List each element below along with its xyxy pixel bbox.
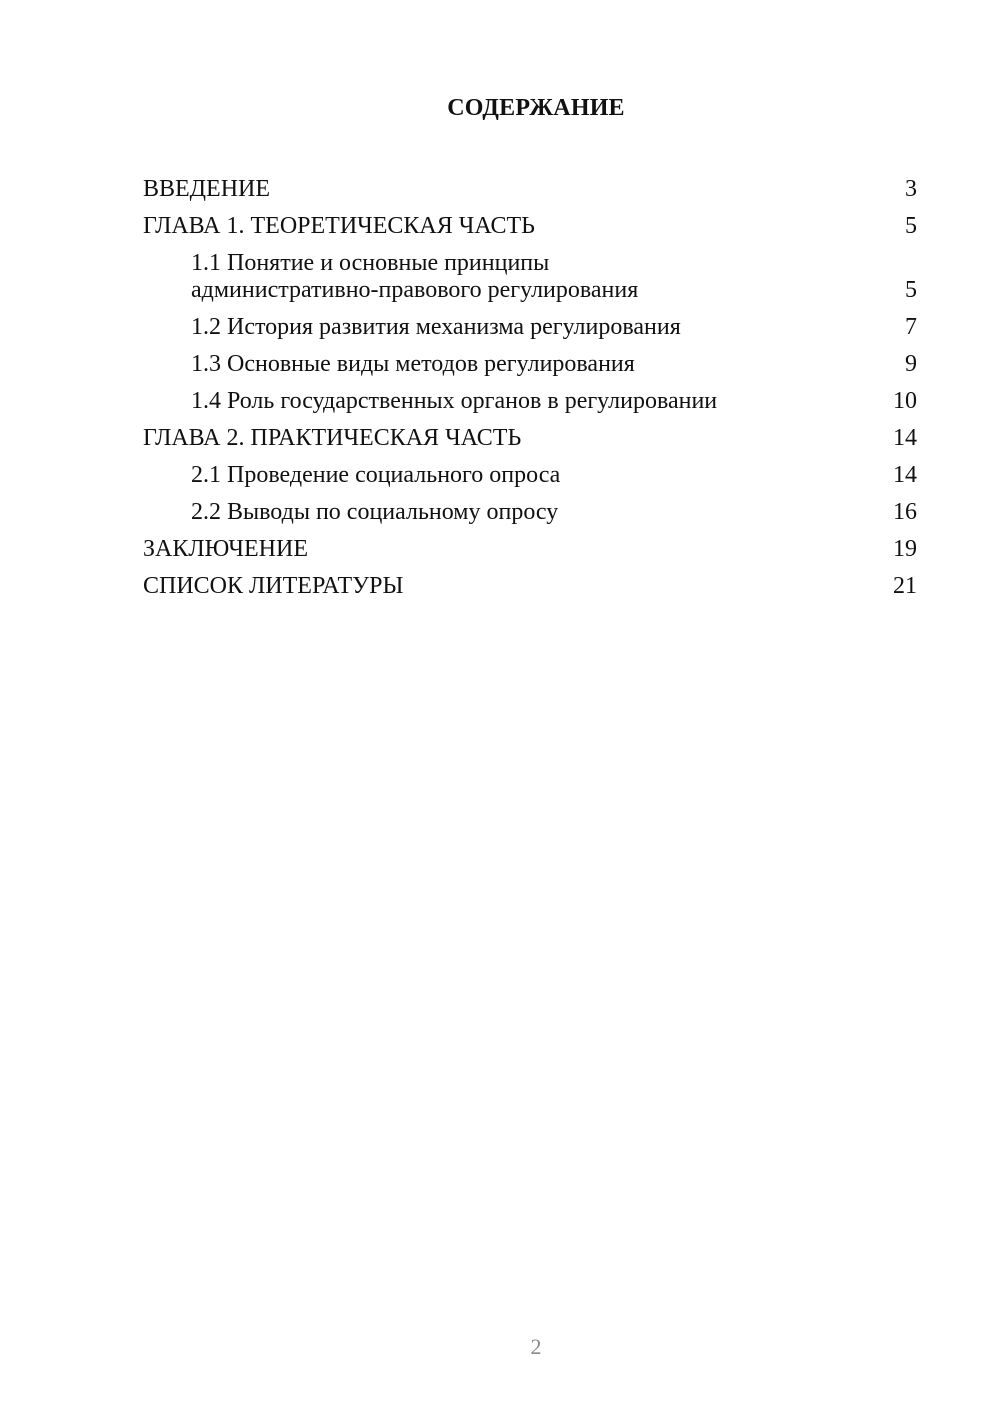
toc-entry-page: 14	[893, 462, 917, 488]
toc-entry-section-1-3[interactable]	[143, 343, 917, 380]
toc-entry-page: 9	[905, 351, 917, 377]
toc-entry-label: ЗАКЛЮЧЕНИЕ	[143, 536, 308, 562]
toc-entry-chapter-1[interactable]	[143, 205, 917, 242]
toc-entry-section-1-4[interactable]	[143, 380, 917, 417]
toc-entry-chapter-2[interactable]	[143, 417, 917, 454]
toc-entry-page: 10	[893, 388, 917, 414]
toc-entry-label: ГЛАВА 1. ТЕОРЕТИЧЕСКАЯ ЧАСТЬ	[143, 213, 535, 239]
toc-entry-label: 1.1 Понятие и основные принципы административно-правового регулирования	[191, 250, 639, 303]
toc-entry-label: 1.3 Основные виды методов регулирования	[191, 351, 635, 377]
toc-entry-page: 21	[893, 573, 917, 599]
toc-entry-label: ГЛАВА 2. ПРАКТИЧЕСКАЯ ЧАСТЬ	[143, 425, 522, 451]
toc-entry-page: 5	[905, 213, 917, 239]
toc-entry-label: 2.1 Проведение социального опроса	[191, 462, 561, 488]
page-number: 2	[530, 1334, 542, 1359]
page-title: СОДЕРЖАНИЕ	[447, 95, 625, 121]
toc-entry-page: 19	[893, 536, 917, 562]
toc-entry-label: СПИСОК ЛИТЕРАТУРЫ	[143, 573, 404, 599]
toc-entry-section-1-2[interactable]	[143, 306, 917, 343]
toc-entry-page: 14	[893, 425, 917, 451]
toc-entry-label: 1.4 Роль государственных органов в регулировании	[191, 388, 718, 414]
toc-entry-page: 7	[905, 314, 917, 340]
toc-entry-label: 2.2 Выводы по социальному опросу	[191, 499, 559, 525]
toc-entry-page: 16	[893, 499, 917, 525]
toc-entry-section-2-1[interactable]	[143, 454, 917, 491]
toc-entry-label: ВВЕДЕНИЕ	[143, 176, 271, 202]
toc-entry-references[interactable]	[143, 565, 917, 602]
toc-entry-introduction[interactable]	[143, 168, 917, 205]
toc-entry-label: 1.2 История развития механизма регулирования	[191, 314, 681, 340]
toc-entry-section-1-1[interactable]	[143, 242, 917, 306]
toc-entry-page: 3	[905, 176, 917, 202]
toc-entry-section-2-2[interactable]	[143, 491, 917, 528]
toc-entry-page: 5	[905, 277, 917, 303]
toc-entry-conclusion[interactable]	[143, 528, 917, 565]
table-of-contents	[143, 168, 917, 602]
